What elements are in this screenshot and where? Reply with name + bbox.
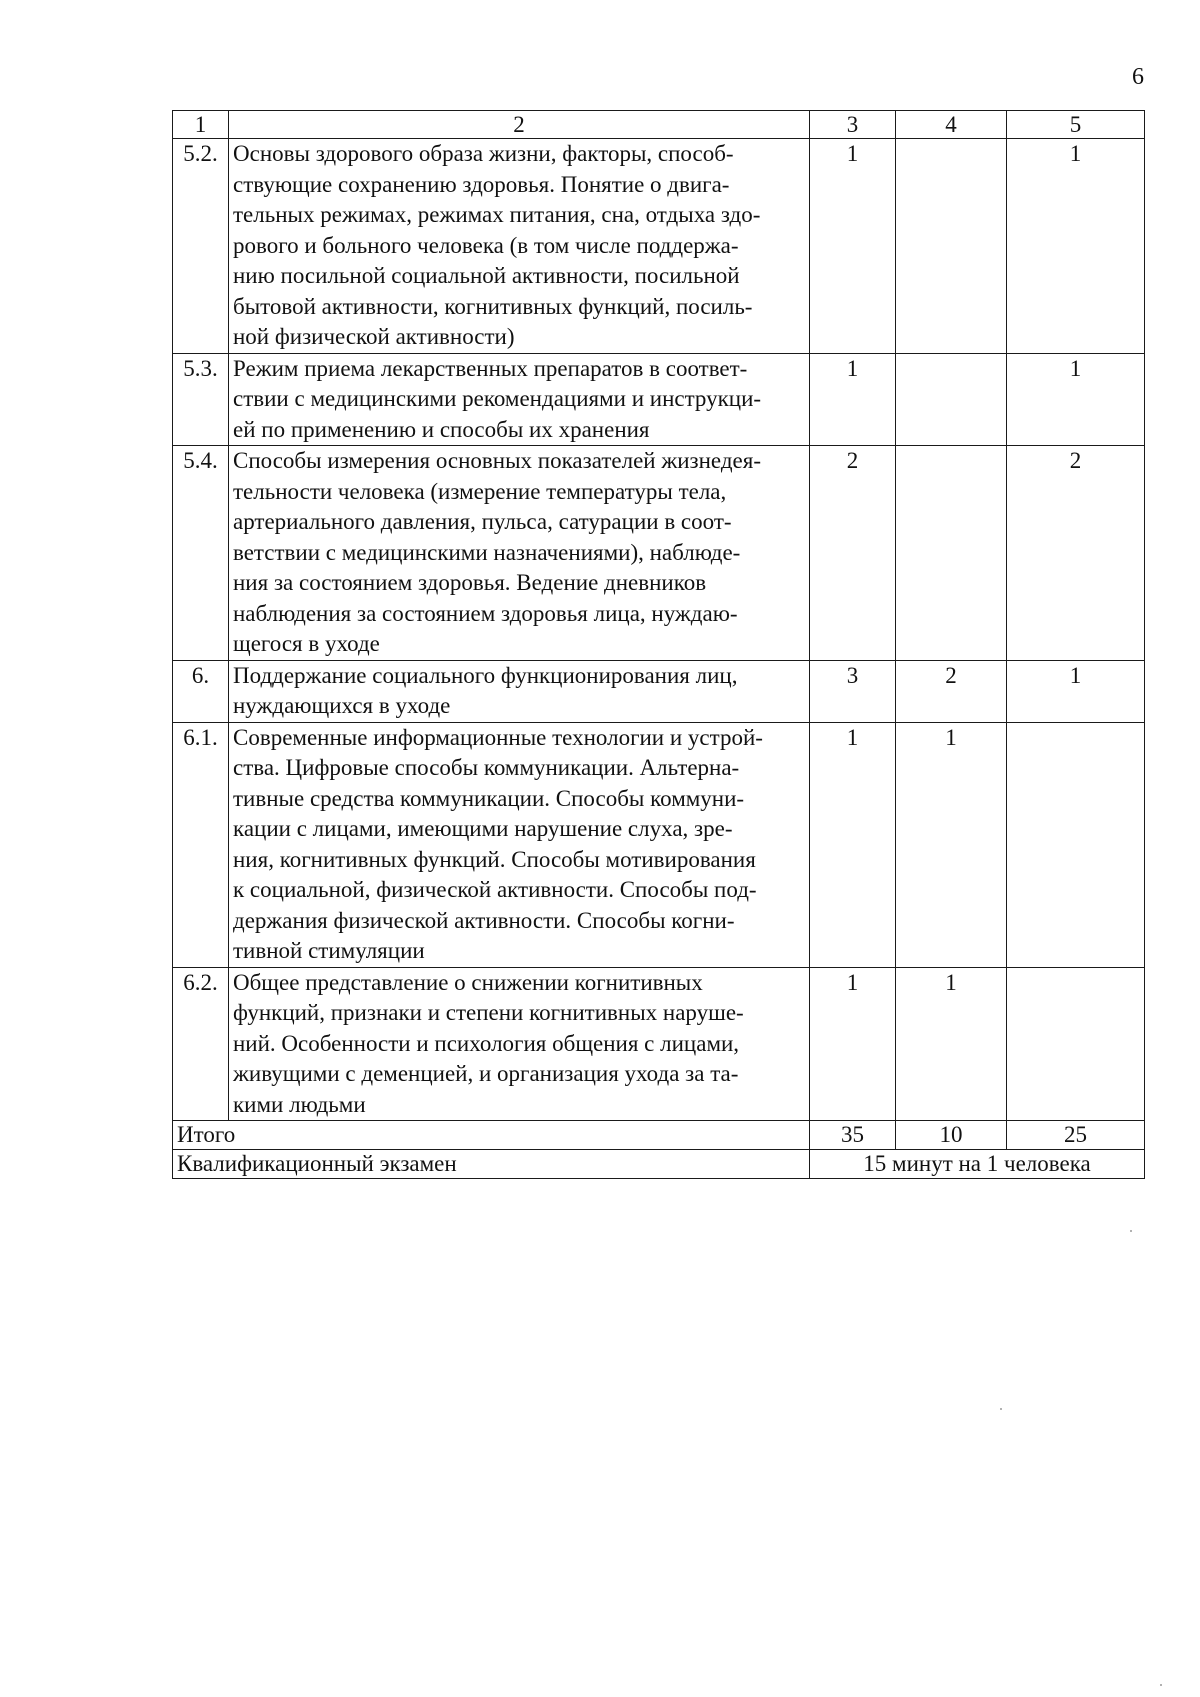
exam-duration: 15 минут на 1 человека [810,1150,1145,1179]
hours-col-4: 1 [896,722,1007,967]
header-col-3: 3 [810,111,896,139]
row-topic [229,660,810,722]
row-number: 6. [173,660,229,722]
table-row [173,660,1145,722]
topic-line: Общее представление о снижении когнитивных [233,969,703,995]
topic-line: ний. Особенности и психология общения с лицами, [233,1030,740,1056]
exam-label: Квалификационный экзамен [173,1150,810,1179]
topic-line: рового и больного человека (в том числе поддержа- [233,232,739,258]
row-topic [229,722,810,967]
hours-col-5: 1 [1007,660,1145,722]
topic-line: живущими с деменцией, и организация ухода за та- [233,1061,739,1086]
header-col-4: 4 [896,111,1007,139]
total-label: Итого [173,1121,810,1150]
hours-col-5 [1007,967,1145,1121]
topic-line: функций, признаки и степени когнитивных наруше- [233,1000,744,1025]
topic-line: тельности человека (измерение температуры тела, [233,478,727,504]
table-header-row [173,111,1145,139]
page-number: 6 [1132,64,1144,90]
hours-col-3: 1 [810,967,896,1121]
header-col-1: 1 [173,111,229,139]
hours-col-3: 3 [810,660,896,722]
topic-line: Современные информационные технологии и устрой- [233,724,763,750]
topic-line: Поддержание социального функционирования лиц, [233,662,738,688]
hours-col-3: 1 [810,722,896,967]
table-row [173,967,1145,1121]
hours-col-5: 1 [1007,353,1145,446]
hours-col-3: 2 [810,446,896,661]
hours-col-4: 1 [896,967,1007,1121]
hours-col-4 [896,353,1007,446]
topic-line: ей по применению и способы их хранения [233,416,650,442]
hours-col-5: 2 [1007,446,1145,661]
row-number: 6.2. [173,967,229,1121]
row-number: 5.2. [173,139,229,354]
topic-line: артериального давления, пульса, сатурации в соот- [233,509,732,534]
total-hours-col-4: 10 [896,1121,1007,1150]
row-topic [229,353,810,446]
table-row [173,353,1145,446]
topic-line: держания физической активности. Способы когни- [233,907,735,933]
curriculum-hours-table [172,110,1145,1179]
topic-line: тивной стимуляции [233,938,425,963]
row-number: 5.3. [173,353,229,446]
topic-line: ветствии с медицинскими назначениями), наблюде- [233,539,741,565]
scan-speck [1160,1684,1162,1686]
hours-col-3: 1 [810,353,896,446]
scan-speck [1000,1408,1002,1410]
table-row [173,139,1145,354]
topic-line: бытовой активности, когнитивных функций, посиль- [233,293,753,319]
table-row [173,722,1145,967]
topic-line: наблюдения за состоянием здоровья лица, нуждаю- [233,600,738,626]
topic-line: нию посильной социальной активности, посильной [233,263,740,288]
topic-line: кими людьми [233,1091,366,1117]
topic-line: ния, когнитивных функций. Способы мотивирования [233,846,756,872]
topic-line: тивные средства коммуникации. Способы коммуни- [233,785,745,811]
hours-col-5 [1007,722,1145,967]
topic-line: ствующие сохранению здоровья. Понятие о двига- [233,171,730,197]
topic-line: нуждающихся в уходе [233,693,451,718]
total-hours-col-5: 25 [1007,1121,1145,1150]
total-row [173,1121,1145,1150]
hours-col-4 [896,139,1007,354]
topic-line: щегося в уходе [233,631,380,656]
topic-line: к социальной, физической активности. Способы под- [233,877,757,902]
topic-line: ной физической активности) [233,324,515,349]
topic-line: ствии с медицинскими рекомендациями и инструкци- [233,386,762,411]
topic-line: Режим приема лекарственных препаратов в соответ- [233,355,748,381]
row-topic [229,139,810,354]
exam-row [173,1150,1145,1179]
topic-line: ния за состоянием здоровья. Ведение дневников [233,570,707,595]
header-col-2: 2 [229,111,810,139]
row-topic [229,967,810,1121]
hours-col-3: 1 [810,139,896,354]
header-col-5: 5 [1007,111,1145,139]
topic-line: ства. Цифровые способы коммуникации. Альтерна- [233,755,740,780]
topic-line: тельных режимах, режимах питания, сна, отдыха здо- [233,202,761,227]
total-hours-col-3: 35 [810,1121,896,1150]
table-row [173,446,1145,661]
hours-col-4 [896,446,1007,661]
row-number: 6.1. [173,722,229,967]
row-number: 5.4. [173,446,229,661]
scan-speck [1130,1230,1132,1232]
topic-line: Основы здорового образа жизни, факторы, способ- [233,141,734,166]
topic-line: Способы измерения основных показателей жизнедея- [233,448,761,473]
topic-line: кации с лицами, имеющими нарушение слуха, зре- [233,816,733,841]
row-topic [229,446,810,661]
hours-col-5: 1 [1007,139,1145,354]
hours-col-4: 2 [896,660,1007,722]
